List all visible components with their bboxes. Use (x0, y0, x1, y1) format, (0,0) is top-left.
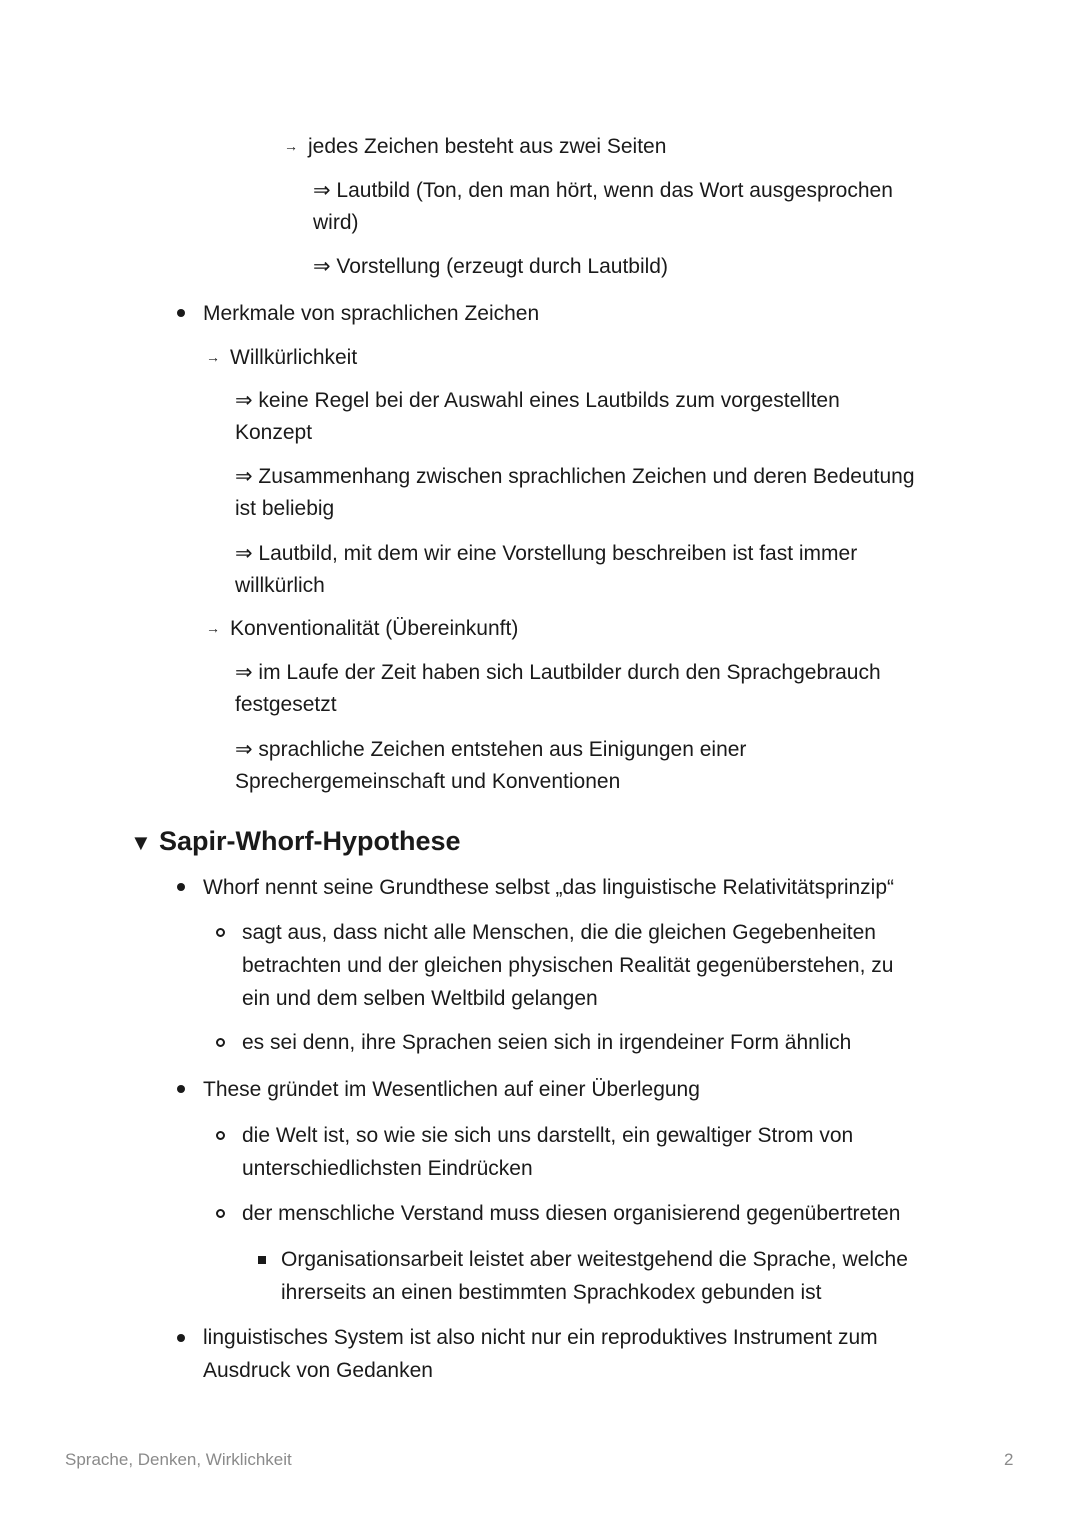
arrow-item-text: Konventionalität (Übereinkunft) (230, 617, 519, 640)
bullet-ring-icon (216, 1131, 225, 1140)
bullet-ring-icon (216, 928, 225, 937)
list-item-text: unterschiedlichsten Eindrücken (242, 1157, 533, 1180)
list-item-text: der menschliche Verstand muss diesen organisierend gegenübertreten (242, 1202, 901, 1225)
footer-title: Sprache, Denken, Wirklichkeit (65, 1450, 292, 1469)
paragraph-line: festgesetzt (235, 693, 337, 716)
paragraph-line: ⇒ sprachliche Zeichen entstehen aus Einigungen einer (235, 738, 747, 761)
bullet-dot-icon (177, 1085, 185, 1093)
paragraph-line: ⇒ keine Regel bei der Auswahl eines Lautbilds zum vorgestellten (235, 389, 840, 412)
paragraph-line: ⇒ Zusammenhang zwischen sprachlichen Zeichen und deren Bedeutung (235, 465, 915, 488)
paragraph-line: wird) (313, 211, 359, 234)
list-item-text: es sei denn, ihre Sprachen seien sich in irgendeiner Form ähnlich (242, 1031, 852, 1054)
list-item-text: betrachten und der gleichen physischen Realität gegenüberstehen, zu (242, 954, 894, 977)
list-item-text: linguistisches System ist also nicht nur ein reproduktives Instrument zum (203, 1326, 878, 1349)
list-item-text: Organisationsarbeit leistet aber weitestgehend die Sprache, welche (281, 1248, 908, 1271)
paragraph-line: Sprechergemeinschaft und Konventionen (235, 770, 621, 793)
list-item-text: sagt aus, dass nicht alle Menschen, die die gleichen Gegebenheiten (242, 921, 876, 944)
paragraph-line: Konzept (235, 421, 313, 444)
bullet-ring-icon (216, 1209, 225, 1218)
list-item-text: ihrerseits an einen bestimmten Sprachkodex gebunden ist (281, 1281, 822, 1304)
arrow-icon: → (284, 138, 298, 154)
bullet-dot-icon (177, 883, 185, 891)
bullet-dot-icon (177, 1334, 185, 1342)
paragraph-line: ⇒ Lautbild (Ton, den man hört, wenn das Wort ausgesprochen (313, 179, 893, 202)
bullet-square-icon (258, 1256, 266, 1264)
arrow-icon: → (206, 349, 220, 365)
paragraph-line: ist beliebig (235, 497, 335, 520)
paragraph-line: ⇒ Lautbild, mit dem wir eine Vorstellung beschreiben ist fast immer (235, 542, 858, 565)
bullet-ring-icon (216, 1038, 225, 1047)
bullet-dot-icon (177, 309, 185, 317)
section-heading: Sapir-Whorf-Hypothese (159, 826, 461, 856)
list-item-text: die Welt ist, so wie sie sich uns darstellt, ein gewaltiger Strom von (242, 1124, 854, 1147)
list-item-text: Merkmale von sprachlichen Zeichen (203, 302, 540, 325)
list-item-text: ein und dem selben Weltbild gelangen (242, 987, 598, 1010)
paragraph-line: ⇒ Vorstellung (erzeugt durch Lautbild) (313, 255, 668, 278)
arrow-item-text: jedes Zeichen besteht aus zwei Seiten (308, 135, 667, 158)
paragraph-line: willkürlich (235, 574, 325, 597)
arrow-icon: → (206, 620, 220, 636)
page-number: 2 (1004, 1450, 1014, 1469)
toggle-triangle-icon[interactable]: ▼ (130, 830, 152, 855)
list-item-text: Ausdruck von Gedanken (203, 1359, 433, 1382)
arrow-item-text: Willkürlichkeit (230, 346, 358, 369)
list-item-text: Whorf nennt seine Grundthese selbst „das linguistische Relativitätsprinzip“ (203, 876, 895, 899)
paragraph-line: ⇒ im Laufe der Zeit haben sich Lautbilder durch den Sprachgebrauch (235, 661, 881, 684)
list-item-text: These gründet im Wesentlichen auf einer Überlegung (203, 1078, 700, 1101)
